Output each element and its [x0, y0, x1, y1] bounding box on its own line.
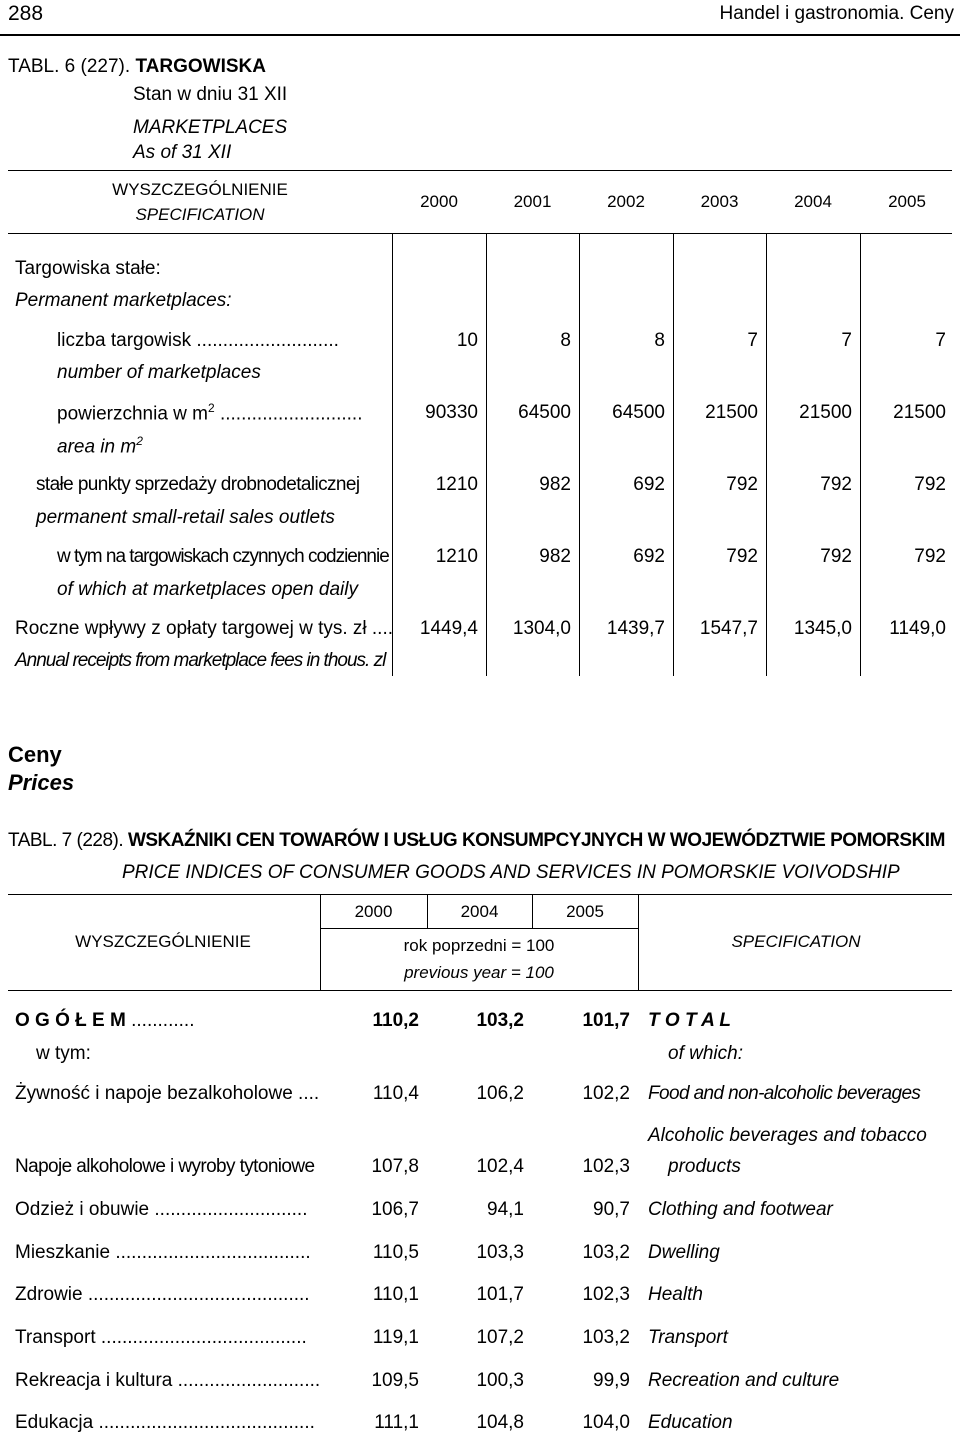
table6-subtitle-en: As of 31 XII	[133, 142, 232, 163]
table6-cell: 1210	[435, 546, 478, 567]
table6-title	[8, 56, 266, 78]
table7-row-label-en: Education	[648, 1412, 733, 1433]
table7-title	[8, 830, 945, 852]
table6-row-label-en: permanent small-retail sales outlets	[36, 507, 335, 528]
page-number: 288	[8, 2, 44, 25]
table7-total-label-en: T O T A L	[648, 1010, 732, 1031]
table6-top-rule	[8, 170, 952, 171]
table6-cell: 1345,0	[793, 618, 852, 639]
table7-top-rule	[8, 894, 952, 895]
table6-year: 2002	[607, 192, 645, 211]
table6-cell: 982	[539, 474, 571, 495]
table6-row-label-en	[57, 434, 143, 458]
table7-total-cell: 103,2	[476, 1010, 524, 1031]
table6-cell: 64500	[518, 402, 571, 423]
running-title: Handel i gastronomia. Ceny	[719, 3, 954, 24]
table7-cell: 106,2	[476, 1083, 524, 1104]
table6-cell: 1449,4	[419, 618, 478, 639]
table7-row-label-pl: Odzież i obuwie .............................	[15, 1199, 308, 1220]
table6-spec-en: SPECIFICATION	[135, 205, 265, 224]
table7-cell: 90,7	[593, 1199, 630, 1220]
table7-year-rule	[320, 928, 638, 929]
table7-total-cell: 101,7	[582, 1010, 630, 1031]
table7-cell: 103,2	[582, 1327, 630, 1348]
table6-row-label-en: of which at marketplaces open daily	[57, 579, 358, 600]
table7-row-label-en: products	[668, 1156, 741, 1177]
table6-row-superscript: 2	[136, 434, 143, 448]
table7-cell: 107,8	[371, 1156, 419, 1177]
table6-year: 2000	[420, 192, 458, 211]
table7-title-en: PRICE INDICES OF CONSUMER GOODS AND SERVICES IN POMORSKIE VOIVODSHIP	[122, 862, 900, 883]
table7-base-pl: rok poprzedni = 100	[403, 936, 555, 955]
table6-header-rule	[8, 233, 952, 234]
table7-cell: 104,8	[476, 1412, 524, 1433]
table7-total-text: O G Ó Ł E M	[15, 1010, 126, 1031]
table6-cell: 10	[456, 330, 478, 351]
table7-row-label-pl: Zdrowie ..........................................	[15, 1284, 310, 1305]
table6-year: 2004	[794, 192, 832, 211]
table7-row-label-en: Transport	[648, 1327, 728, 1348]
table7-cell: 102,3	[582, 1156, 630, 1177]
table6-year: 2005	[888, 192, 926, 211]
table6-cell: 1304,0	[512, 618, 571, 639]
table6-cell: 1149,0	[889, 618, 946, 639]
table7-row-label-pl: Rekreacja i kultura ...........................	[15, 1370, 321, 1391]
table7-cell: 119,1	[372, 1327, 419, 1348]
table6-subtitle-pl: Stan w dniu 31 XII	[133, 84, 288, 105]
table6-cell: 8	[654, 330, 665, 351]
table7-col-divider	[427, 894, 428, 928]
table7-total-cell: 110,2	[372, 1010, 419, 1031]
table6-cell: 692	[633, 474, 665, 495]
table7-cell: 109,5	[371, 1370, 419, 1391]
table7-row-label-pl: Napoje alkoholowe i wyroby tytoniowe	[15, 1156, 315, 1177]
table7-cell: 106,7	[371, 1199, 419, 1220]
table7-row-label-en: Dwelling	[648, 1242, 720, 1263]
table6-cell: 792	[914, 546, 946, 567]
table6-cell: 64500	[612, 402, 665, 423]
table6-cell: 792	[726, 474, 758, 495]
section-title-en: Prices	[8, 770, 75, 795]
table7-row-label-pl: Żywność i napoje bezalkoholowe ....	[15, 1083, 320, 1104]
table6-cell: 792	[914, 474, 946, 495]
table6-cell: 21500	[705, 402, 758, 423]
table7-year: 2004	[460, 902, 499, 921]
table6-cell: 1210	[435, 474, 478, 495]
table7-row-label-en: Recreation and culture	[648, 1370, 840, 1391]
table6-title-text: TARGOWISKA	[135, 56, 266, 77]
table7-total-label-pl	[15, 1010, 194, 1032]
table7-cell: 103,3	[476, 1242, 524, 1263]
table7-total-dots: ............	[125, 1010, 195, 1031]
table6-cell: 792	[726, 546, 758, 567]
table6-group-en: Permanent marketplaces:	[15, 290, 232, 311]
table7-of-which-pl: w tym:	[36, 1043, 91, 1064]
table7-row-label-en: Clothing and footwear	[648, 1199, 833, 1220]
table6-cell: 8	[560, 330, 571, 351]
table7-row-label-en: Alcoholic beverages and tobacco	[648, 1125, 927, 1146]
table7-row-label-pl: Edukacja .........................................	[15, 1412, 315, 1433]
table6-row-label-en-text: area in m	[57, 436, 137, 458]
table6-row-superscript: 2	[208, 401, 215, 415]
table6-row-label-pl: liczba targowisk ...........................	[57, 330, 339, 351]
table6-cell: 7	[747, 330, 758, 351]
table6-cell: 982	[539, 546, 571, 567]
table7-cell: 110,5	[372, 1242, 419, 1263]
table7-row-label-pl: Transport .......................................	[15, 1327, 307, 1348]
table7-cell: 94,1	[487, 1199, 524, 1220]
section-title-pl: Ceny	[8, 742, 62, 767]
table7-of-which-en: of which:	[668, 1043, 743, 1064]
table6-col-divider	[673, 233, 674, 676]
table6-cell: 21500	[799, 402, 852, 423]
table7-cell: 99,9	[593, 1370, 630, 1391]
table6-cell: 7	[935, 330, 946, 351]
table6-group-pl: Targowiska stałe:	[15, 258, 161, 279]
table7-cell: 102,3	[582, 1284, 630, 1305]
table6-cell: 692	[633, 546, 665, 567]
table6-col-divider	[579, 233, 580, 676]
table6-col-divider	[392, 233, 393, 676]
table6-cell: 1547,7	[699, 618, 758, 639]
table7-cell: 110,4	[372, 1083, 419, 1104]
table6-col-divider	[766, 233, 767, 676]
table7-year: 2000	[354, 902, 393, 921]
table7-cell: 104,0	[582, 1412, 630, 1433]
table6-year: 2001	[513, 192, 552, 211]
table7-year: 2005	[566, 902, 604, 921]
table7-cell: 111,1	[374, 1412, 419, 1433]
table7-label: TABL. 7 (228).	[8, 830, 124, 851]
table6-col-divider	[860, 233, 861, 676]
table7-cell: 102,2	[582, 1083, 630, 1104]
table7-row-label-en: Health	[648, 1284, 703, 1305]
table6-title-en: MARKETPLACES	[133, 117, 288, 138]
table7-cell: 110,1	[372, 1284, 419, 1305]
table7-col-divider	[532, 894, 533, 928]
table7-cell: 101,7	[476, 1284, 524, 1305]
table7-title-text: WSKAŹNIKI CEN TOWARÓW I USŁUG KONSUMPCYJNYCH W WOJEWÓDZTWIE POMORSKIM	[127, 830, 945, 851]
table6-row-label-en: Annual receipts from marketplace fees in thous. zl	[15, 650, 386, 671]
table7-cell: 102,4	[476, 1156, 524, 1177]
table7-base-en: previous year = 100	[404, 963, 554, 982]
table7-cell: 107,2	[476, 1327, 524, 1348]
table6-row-dots: ...........................	[214, 403, 363, 425]
table6-label: TABL. 6 (227).	[8, 56, 131, 77]
table7-header-rule	[8, 990, 952, 991]
table6-year: 2003	[700, 192, 739, 211]
table6-cell: 7	[841, 330, 852, 351]
table6-row-label-text: powierzchnia w m	[57, 403, 208, 425]
table7-cell: 100,3	[476, 1370, 524, 1391]
table6-row-label-pl: stałe punkty sprzedaży drobnodetalicznej	[36, 474, 360, 495]
table7-spec-en: SPECIFICATION	[731, 932, 861, 951]
table6-spec-pl: WYSZCZEGÓLNIENIE	[112, 180, 288, 199]
table6-row-label-en: number of marketplaces	[57, 362, 261, 383]
table6-cell: 21500	[893, 402, 946, 423]
table6-row-label-pl	[57, 401, 363, 425]
table6-row-label-pl: Roczne wpływy z opłaty targowej w tys. zł ....	[15, 618, 394, 639]
table7-row-label-en: Food and non-alcoholic beverages	[648, 1083, 921, 1104]
table7-col-divider	[638, 894, 639, 990]
table6-cell: 90330	[425, 402, 478, 423]
table7-row-label-pl: Mieszkanie .....................................	[15, 1242, 311, 1263]
table7-cell: 103,2	[582, 1242, 630, 1263]
header-rule	[0, 34, 960, 36]
table6-cell: 792	[820, 474, 852, 495]
table6-row-label-pl: w tym na targowiskach czynnych codziennie	[57, 546, 389, 567]
table6-cell: 1439,7	[606, 618, 665, 639]
table7-spec-pl: WYSZCZEGÓLNIENIE	[75, 932, 251, 951]
table6-cell: 792	[820, 546, 852, 567]
table6-col-divider	[486, 233, 487, 676]
